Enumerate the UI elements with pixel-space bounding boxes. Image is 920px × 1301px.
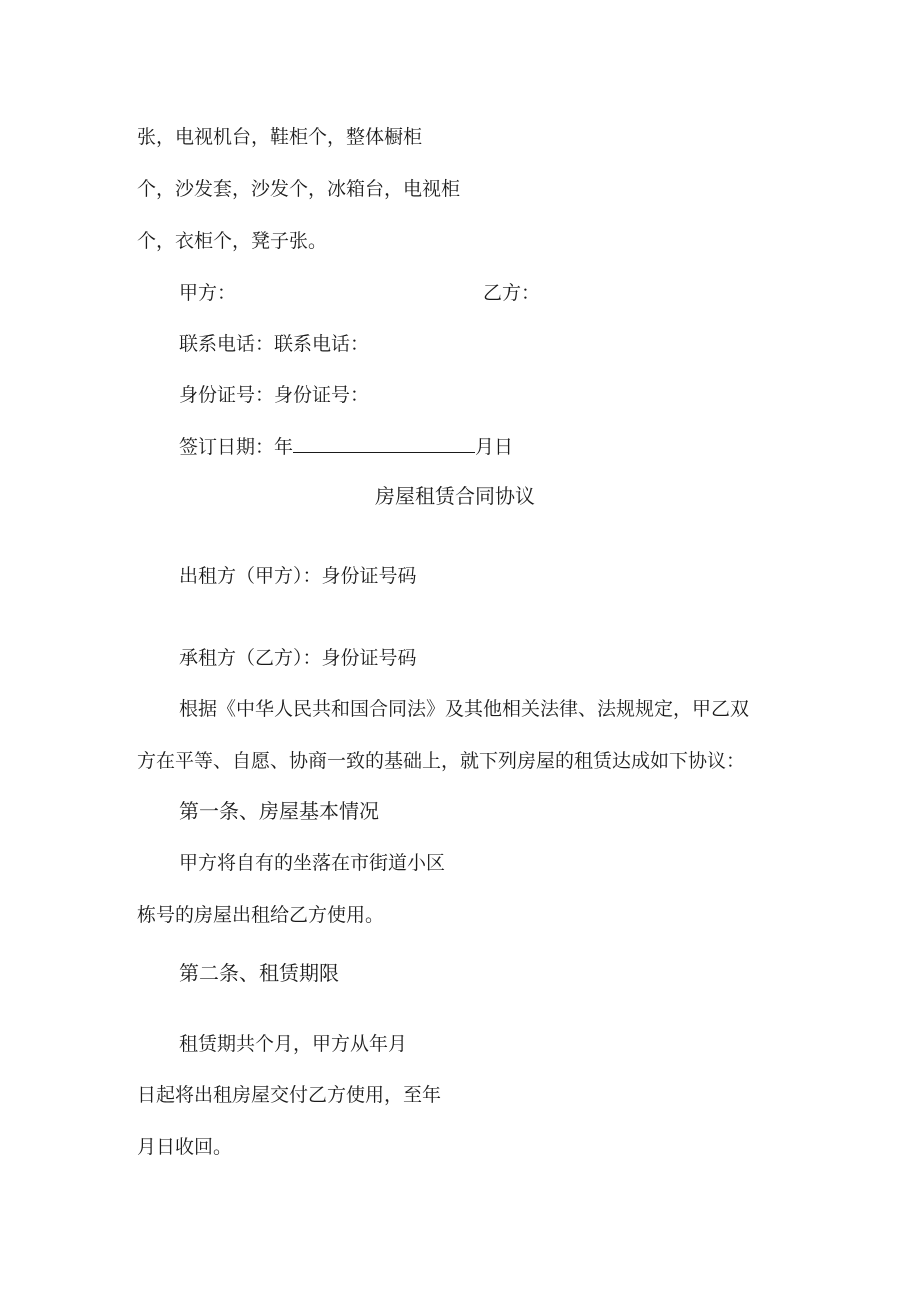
signing-date-prefix: 签订日期：年 <box>179 436 294 458</box>
article-2-line-3: 月日收回。 <box>137 1136 233 1158</box>
agreement-title: 房屋租赁合同协议 <box>375 484 535 508</box>
legal-basis-line-1: 根据《中华人民共和国合同法》及其他相关法律、法规规定，甲乙双 <box>179 698 750 720</box>
party-a-signature-label: 甲方： <box>179 282 237 304</box>
lessee-line: 承租方（乙方）：身份证号码 <box>179 647 417 669</box>
furniture-list-line-2: 个，沙发套，沙发个，冰箱台，电视柜 <box>137 178 461 200</box>
contact-phone-labels: 联系电话：联系电话： <box>179 333 370 355</box>
lessor-line: 出租方（甲方）：身份证号码 <box>179 565 417 587</box>
article-1-heading: 第一条、房屋基本情况 <box>179 799 379 823</box>
article-2-line-1: 租赁期共个月，甲方从年月 <box>179 1033 408 1055</box>
party-b-signature-label: 乙方： <box>483 282 541 304</box>
legal-basis-line-2: 方在平等、自愿、协商一致的基础上，就下列房屋的租赁达成如下协议： <box>137 750 746 772</box>
date-blank-underline <box>293 434 475 453</box>
signing-date-line <box>179 434 513 459</box>
signing-date-suffix: 月日 <box>475 436 514 458</box>
article-2-line-2: 日起将出租房屋交付乙方使用，至年 <box>137 1084 442 1106</box>
article-2-heading: 第二条、租赁期限 <box>179 961 339 985</box>
furniture-list-line-1: 张，电视机台，鞋柜个，整体橱柜 <box>137 126 423 148</box>
article-1-line-1: 甲方将自有的坐落在市街道小区 <box>179 852 446 874</box>
id-number-labels: 身份证号：身份证号： <box>179 384 370 406</box>
furniture-list-line-3: 个，衣柜个，凳子张。 <box>137 230 328 252</box>
article-1-line-2: 栋号的房屋出租给乙方使用。 <box>137 904 385 926</box>
